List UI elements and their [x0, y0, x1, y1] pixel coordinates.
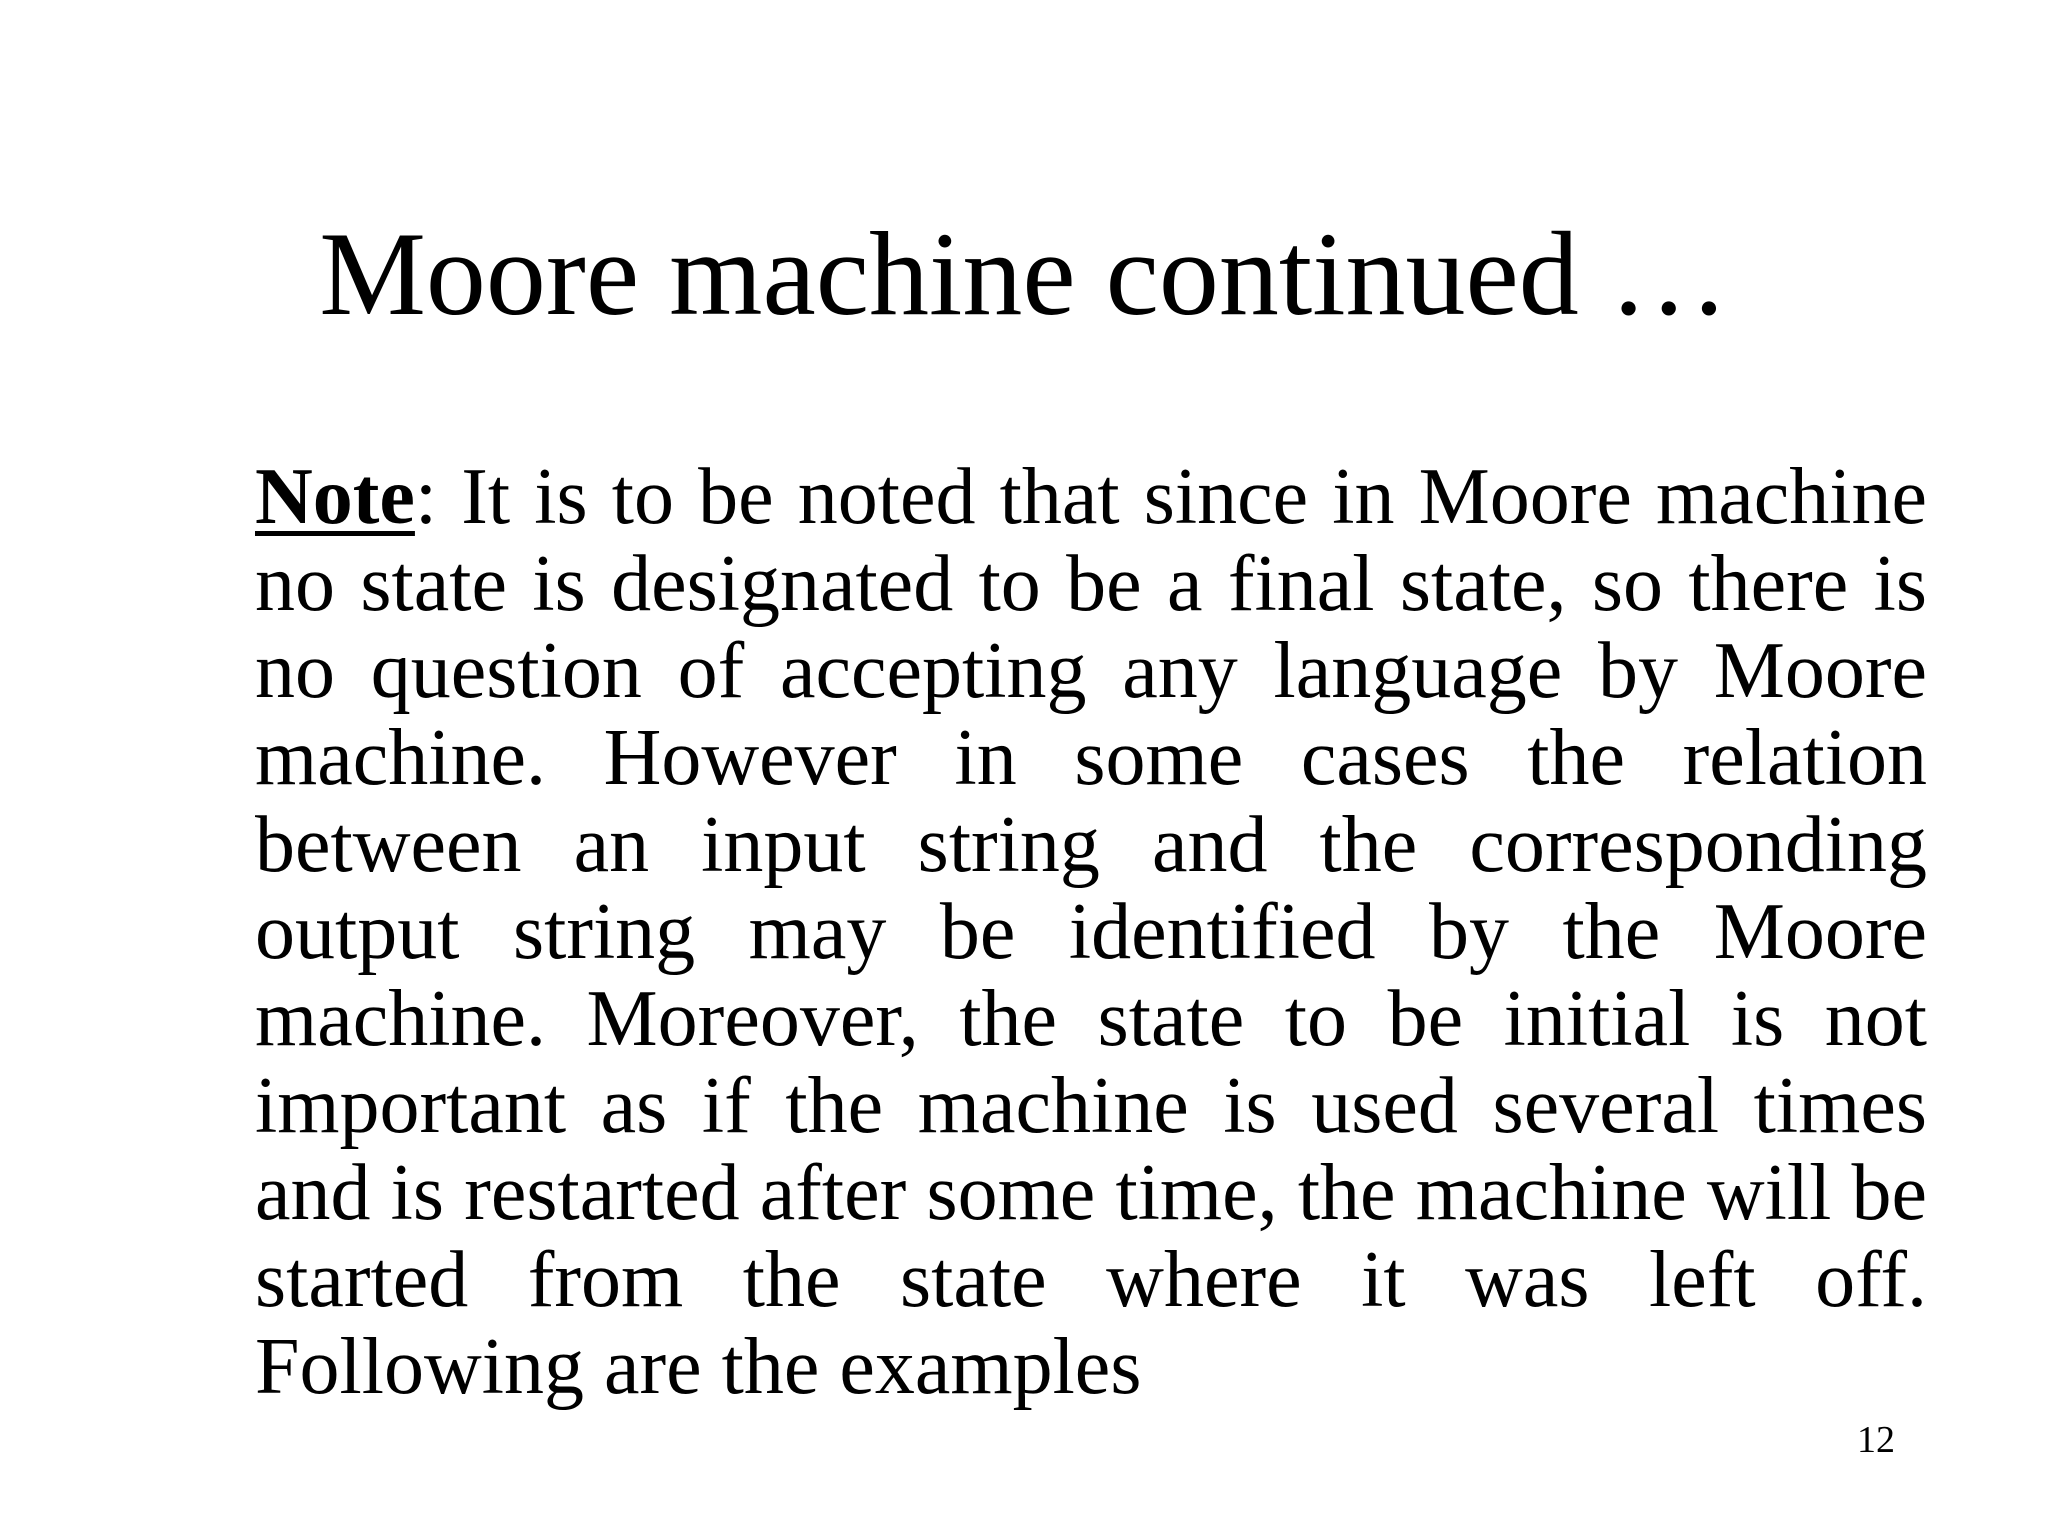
note-paragraph [255, 454, 1927, 1411]
slide-title: Moore machine continued … [319, 207, 1729, 340]
note-text: It is to be noted that since in Moore machine no state is designated to be a final state, so there is no question of accepting any language by Moore machine. However in some cases the relation between an input string and the corresponding output string may be identified by the Moore machine. Moreover, the state to be initial is not important as if the machine is used several times and is restarted after some time, the machine will be started from the state where it was left off. Following are the examples [255, 453, 1927, 1411]
page-number: 12 [1857, 1419, 1895, 1461]
note-label: Note [255, 453, 415, 541]
note-separator: : [414, 453, 438, 541]
